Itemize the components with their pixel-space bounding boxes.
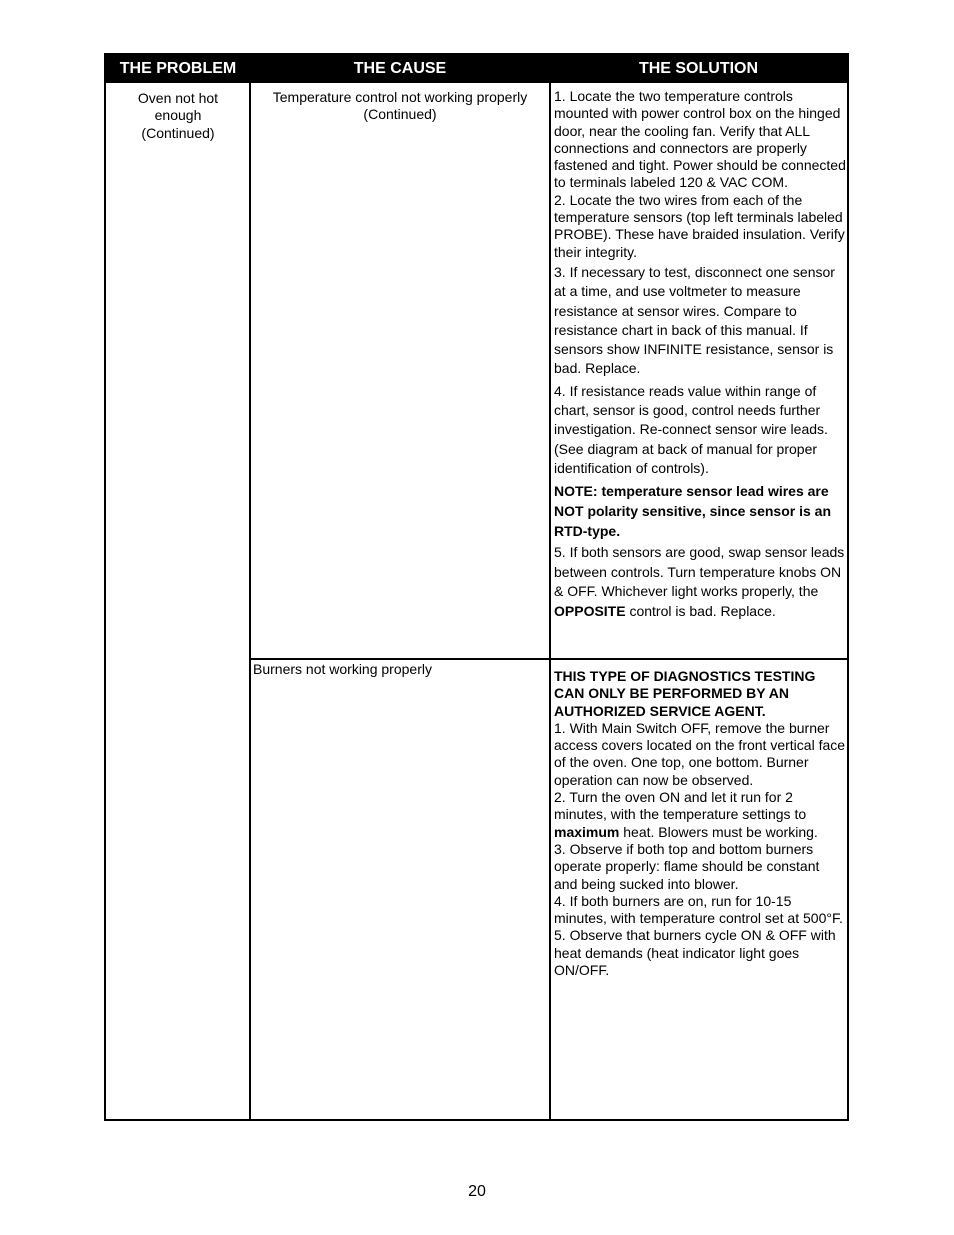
solution-cell-1 [554, 88, 846, 621]
solution-1-step-5: 5. If both sensors are good, swap sensor leads between controls. Turn temperature knobs ON & OFF. Whichever light works properly, the OPPOSITE control is bad. Replace. [554, 544, 845, 619]
solution-2-step-4: 4. If both burners are on, run for 10-15 minutes, with temperature control set at 500°F. [554, 892, 843, 927]
solution-1-step-2: 2. Locate the two wires from each of the temperature sensors (top left terminals labeled PROBE). These have braided insulation. Verify their integrity. [554, 191, 845, 260]
page-number: 20 [468, 1183, 486, 1200]
solution-2-step-3: 3. Observe if both top and bottom burners operate properly: flame should be constant and being sucked into blower. [554, 840, 820, 892]
solution-1-note: NOTE: temperature sensor lead wires are NOT polarity sensitive, since sensor is an RTD-type. [554, 483, 831, 540]
table-header [106, 55, 847, 83]
header-problem: THE PROBLEM [119, 60, 237, 77]
solution-2-warning: THIS TYPE OF DIAGNOSTICS TESTING CAN ONLY BE PERFORMED BY AN AUTHORIZED SERVICE AGENT. [554, 668, 816, 719]
solution-1-step-1: 1. Locate the two temperature controls mounted with power control box on the hinged door, near the cooling fan. Verify that ALL connections and connectors are properly fastened and tight. Power should be connected to terminals labeled 120 & VAC COM. [554, 88, 846, 191]
solution-1-step-3: 3. If necessary to test, disconnect one sensor at a time, and use voltmeter to measure resistance at sensor wires. Compare to resistance chart in back of this manual. If sensors show INFINITE resistance, sensor is bad. Replace. [554, 263, 835, 377]
opposite-emphasis: OPPOSITE [554, 602, 626, 619]
cause-2-line-1: Burners not working properly [253, 661, 432, 677]
solution-2-step-5: 5. Observe that burners cycle ON & OFF with heat demands (heat indicator light goes ON/OFF. [554, 927, 836, 979]
solution-cell-2 [554, 668, 846, 979]
problem-line-2: enough [154, 107, 202, 124]
header-cause: THE CAUSE [353, 60, 447, 77]
cause-1-line-1: Temperature control not working properly [272, 89, 528, 105]
cause-1-line-2: (Continued) [363, 106, 437, 123]
problem-cell [106, 90, 250, 142]
problem-line-1: Oven not hot [137, 90, 219, 106]
troubleshooting-table [104, 53, 849, 1121]
problem-line-3: (Continued) [141, 124, 215, 141]
column-divider-1 [249, 83, 251, 1119]
header-solution: THE SOLUTION [638, 60, 759, 77]
solution-2-step-2: 2. Turn the oven ON and let it run for 2 minutes, with the temperature settings to maximum heat. Blowers must be working. [554, 789, 818, 840]
column-divider-2 [549, 83, 551, 1119]
solution-2-step-1: 1. With Main Switch OFF, remove the burner access covers located on the front vertical face of the oven. One top, one bottom. Burner operation can now be observed. [554, 719, 846, 788]
solution-1-step-4: 4. If resistance reads value within range of chart, sensor is good, control needs further investigation. Re-connect sensor wire leads. (See diagram at back of manual for proper identification of controls). [554, 382, 828, 476]
row-divider [249, 658, 849, 660]
cause-cell-1 [255, 89, 545, 124]
maximum-emphasis: maximum [554, 823, 620, 840]
cause-cell-2 [253, 661, 543, 678]
